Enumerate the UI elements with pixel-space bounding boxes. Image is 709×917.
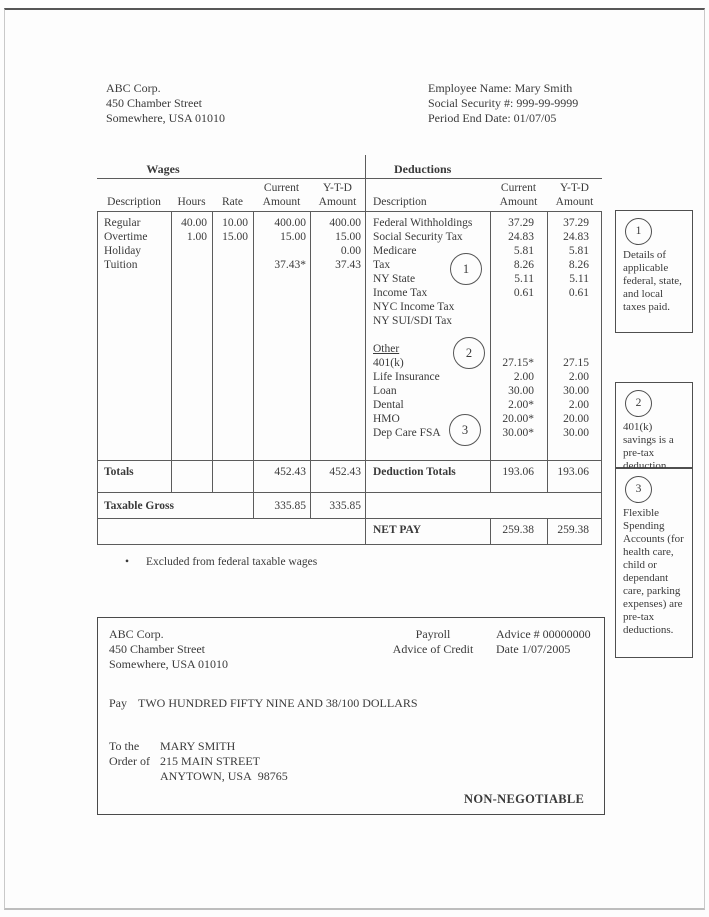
deduction-description: Loan — [373, 385, 397, 397]
deduction-current-amount — [490, 342, 547, 356]
wage-row — [97, 244, 365, 258]
deduction-ytd-amount — [547, 342, 602, 356]
wage-rate: 10.00 — [222, 217, 248, 229]
payee-address-line: ANYTOWN, USA 98765 — [160, 769, 288, 783]
wage-row — [97, 230, 365, 244]
grid-line — [97, 211, 602, 212]
payee-label-line: To the — [109, 739, 140, 753]
deduction-description: Life Insurance — [373, 371, 440, 383]
deduction-current-amount: 30.00* — [502, 427, 534, 439]
column-header — [171, 181, 212, 195]
wages-totals-label: Totals — [104, 466, 134, 478]
column-header: Rate — [221, 196, 244, 208]
totals-row — [97, 465, 602, 479]
taxable-gross-row — [97, 499, 365, 513]
check-type-line: Advice of Credit — [392, 642, 474, 656]
deductions-rows — [365, 216, 602, 440]
grid-line — [97, 492, 602, 493]
deduction-current-amount: 0.61 — [513, 287, 534, 299]
deduction-description: HMO — [373, 413, 400, 425]
deduction-current-amount: 20.00* — [502, 413, 534, 425]
wage-description: Regular — [104, 217, 141, 229]
deduction-description: NYC Income Tax — [373, 301, 455, 313]
company-address-block — [106, 81, 225, 126]
deduction-ytd-amount: 30.00 — [563, 427, 589, 439]
deduction-current-amount — [490, 300, 547, 314]
check-type-block — [353, 627, 513, 657]
deduction-ytd-amount: 20.00 — [563, 413, 589, 425]
deduction-ytd-amount: 5.81 — [568, 245, 589, 257]
wage-rate — [212, 258, 253, 272]
deduction-totals-label: Deduction Totals — [373, 466, 456, 478]
annotation-number-3: 3 — [625, 476, 652, 503]
deduction-row — [365, 370, 602, 384]
wage-current-amount: 400.00 — [274, 217, 306, 229]
company-address-line: Somewhere, USA 01010 — [106, 111, 225, 125]
empty-cell — [171, 465, 212, 479]
employee-info-line: Period End Date: 01/07/05 — [428, 111, 557, 125]
wage-row — [97, 216, 365, 230]
deduction-row — [365, 230, 602, 244]
wage-ytd-amount: 15.00 — [335, 231, 361, 243]
deduction-description: Medicare — [373, 245, 417, 257]
wages-total-current: 452.43 — [274, 466, 306, 478]
payee-address-lines — [160, 739, 288, 784]
wage-rate: 15.00 — [222, 231, 248, 243]
deduction-description: NY State — [373, 273, 416, 285]
annotation-text-3: Flexible Spending Accounts (for health care, child or dependant care, parking expenses) are pre-tax deductions. — [623, 507, 684, 636]
column-header: Amount — [318, 196, 357, 208]
column-header: Amount — [262, 196, 301, 208]
wage-row — [97, 258, 365, 272]
annotation-box-3 — [615, 468, 693, 658]
deduction-ytd-amount: 30.00 — [563, 385, 589, 397]
column-header: Current — [263, 182, 300, 194]
employee-info-block — [428, 81, 578, 126]
deduction-row — [365, 244, 602, 258]
taxable-gross-ytd: 335.85 — [329, 500, 361, 512]
deduction-ytd-amount: 2.00 — [568, 399, 589, 411]
net-pay-label: NET PAY — [373, 524, 422, 536]
wage-current-amount: 37.43* — [274, 259, 306, 271]
wage-hours: 1.00 — [186, 231, 207, 243]
payee-address-line: 215 MAIN STREET — [160, 754, 260, 768]
deduction-current-amount: 5.11 — [514, 273, 534, 285]
annotation-box-1 — [615, 210, 693, 333]
check-company-line: 450 Chamber Street — [109, 642, 205, 656]
wage-ytd-amount: 0.00 — [340, 245, 361, 257]
taxable-gross-current: 335.85 — [274, 500, 306, 512]
grid-line — [97, 460, 602, 461]
wage-hours: 40.00 — [181, 217, 207, 229]
wages-section-title: Wages — [146, 162, 180, 176]
column-header — [97, 181, 171, 195]
footnote-text: Excluded from federal taxable wages — [146, 556, 318, 568]
column-header: Amount — [499, 196, 538, 208]
annotation-number-1: 1 — [625, 218, 652, 245]
payee-label-lines — [109, 739, 160, 784]
deduction-row — [365, 272, 602, 286]
wage-description: Holiday — [104, 245, 142, 257]
pay-label: Pay — [109, 696, 127, 710]
deduction-description: Dental — [373, 399, 404, 411]
wage-hours — [171, 244, 212, 258]
earnings-table — [97, 155, 602, 545]
payee-address-line: MARY SMITH — [160, 739, 236, 753]
column-header: Description — [373, 196, 427, 208]
net-pay-row — [365, 523, 602, 537]
column-header-row-1 — [97, 181, 602, 195]
annotation-text-1: Details of applicable federal, state, and local taxes paid. — [623, 249, 682, 313]
deduction-row — [365, 216, 602, 230]
deduction-current-amount — [490, 314, 547, 328]
payee-block — [109, 739, 288, 784]
wage-ytd-amount: 37.43 — [335, 259, 361, 271]
column-header — [365, 181, 490, 195]
deduction-ytd-amount: 2.00 — [568, 371, 589, 383]
deduction-description: Tax — [373, 259, 391, 271]
advice-number: Advice # 00000000 — [496, 627, 591, 641]
employee-info-line: Social Security #: 999-99-9999 — [428, 96, 579, 110]
annotation-text-2: 401(k) savings is a pre-tax deduction. — [623, 421, 674, 472]
deduction-row — [365, 328, 602, 342]
wages-rows — [97, 216, 365, 272]
column-header: Y-T-D — [560, 182, 589, 194]
deduction-ytd-amount: 5.11 — [569, 273, 589, 285]
deduction-current-amount: 30.00 — [508, 385, 534, 397]
check-type-line: Payroll — [415, 627, 451, 641]
deduction-row — [365, 398, 602, 412]
advice-date: Date 1/07/2005 — [496, 642, 571, 656]
empty-cell — [212, 465, 253, 479]
column-header: Description — [107, 196, 161, 208]
deduction-ytd-amount — [547, 314, 602, 328]
deduction-current-amount: 37.29 — [508, 217, 534, 229]
deductions-section-title: Deductions — [394, 162, 452, 176]
net-pay-ytd: 259.38 — [557, 524, 589, 536]
callout-marker-2: 2 — [453, 337, 485, 369]
company-address-line: ABC Corp. — [106, 81, 161, 95]
deduction-row — [365, 314, 602, 328]
deduction-current-amount: 8.26 — [513, 259, 534, 271]
deduction-description: Federal Withholdings — [373, 217, 473, 229]
column-header: Current — [500, 182, 537, 194]
annotation-number-2: 2 — [625, 390, 652, 417]
net-pay-current: 259.38 — [502, 524, 534, 536]
wage-current-amount: 15.00 — [280, 231, 306, 243]
deduction-ytd-amount: 24.83 — [563, 231, 589, 243]
deduction-total-current: 193.06 — [502, 466, 534, 478]
callout-marker-1: 1 — [450, 253, 482, 285]
taxable-gross-label: Taxable Gross — [104, 500, 174, 512]
deduction-row — [365, 286, 602, 300]
deduction-row — [365, 258, 602, 272]
amount-in-words: TWO HUNDRED FIFTY NINE AND 38/100 DOLLARS — [138, 696, 418, 710]
non-negotiable-label: NON-NEGOTIABLE — [464, 792, 585, 806]
callout-marker-3: 3 — [449, 414, 481, 446]
grid-line — [97, 518, 602, 519]
wage-rate — [212, 244, 253, 258]
column-header: Amount — [555, 196, 594, 208]
check-company-line: ABC Corp. — [109, 627, 164, 641]
deduction-row — [365, 384, 602, 398]
deduction-description: 401(k) — [373, 357, 404, 369]
deduction-row — [365, 300, 602, 314]
deduction-ytd-amount — [547, 300, 602, 314]
column-header-row-2 — [97, 195, 602, 209]
pay-amount-row — [109, 696, 418, 711]
check-company-block — [109, 627, 228, 672]
wage-ytd-amount: 400.00 — [329, 217, 361, 229]
wage-current-amount — [253, 244, 310, 258]
deduction-row — [365, 412, 602, 426]
deduction-current-amount: 2.00* — [508, 399, 534, 411]
deduction-description: Other — [373, 343, 400, 355]
grid-line — [97, 178, 602, 179]
deduction-description: Dep Care FSA — [373, 427, 441, 439]
wages-total-ytd: 452.43 — [329, 466, 361, 478]
deduction-row — [365, 426, 602, 440]
deduction-ytd-amount: 27.15 — [563, 357, 589, 369]
grid-line — [97, 544, 602, 545]
check-company-line: Somewhere, USA 01010 — [109, 657, 228, 671]
deduction-description: NY SUI/SDI Tax — [373, 315, 453, 327]
deduction-current-amount — [490, 328, 547, 342]
annotation-box-2 — [615, 382, 693, 472]
wage-description: Tuition — [104, 259, 138, 271]
column-header — [212, 181, 253, 195]
check-advice-block — [496, 627, 591, 657]
bullet-icon: • — [125, 556, 130, 568]
deduction-ytd-amount: 8.26 — [568, 259, 589, 271]
employee-info-line: Employee Name: Mary Smith — [428, 81, 573, 95]
payee-label-line: Order of — [109, 754, 150, 768]
wage-hours — [171, 258, 212, 272]
deduction-description: Income Tax — [373, 287, 428, 299]
deduction-total-ytd: 193.06 — [557, 466, 589, 478]
deduction-description: Social Security Tax — [373, 231, 463, 243]
deduction-current-amount: 24.83 — [508, 231, 534, 243]
deduction-ytd-amount — [547, 328, 602, 342]
deduction-ytd-amount: 37.29 — [563, 217, 589, 229]
deduction-current-amount: 5.81 — [513, 245, 534, 257]
deduction-ytd-amount: 0.61 — [568, 287, 589, 299]
company-address-line: 450 Chamber Street — [106, 96, 202, 110]
column-header: Y-T-D — [323, 182, 352, 194]
footnote — [125, 556, 317, 568]
wage-description: Overtime — [104, 231, 148, 243]
deduction-current-amount: 27.15* — [502, 357, 534, 369]
deduction-current-amount: 2.00 — [513, 371, 534, 383]
column-header: Hours — [177, 196, 206, 208]
check-advice-section — [97, 617, 605, 815]
